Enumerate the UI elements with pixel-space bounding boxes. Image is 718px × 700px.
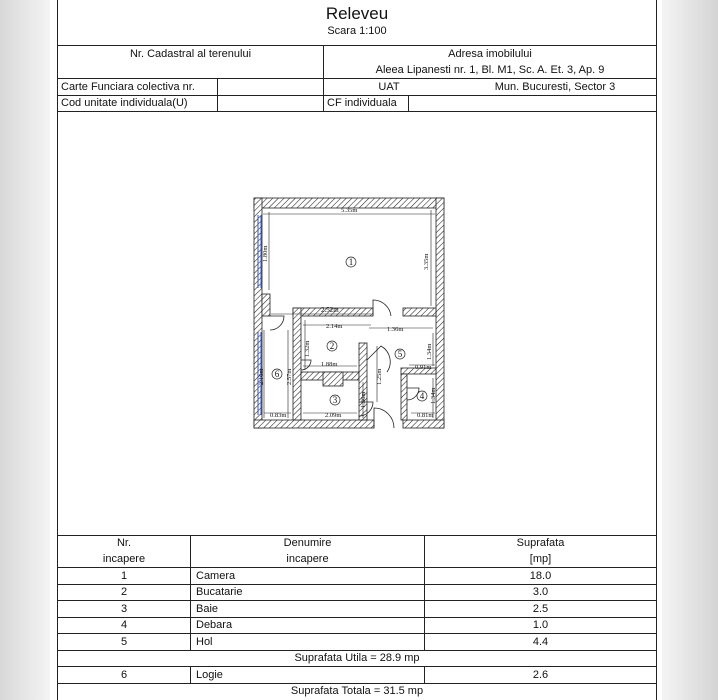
dim-loggia-inner: 2.57m <box>286 368 293 385</box>
room-label-4: 4 <box>419 391 425 401</box>
info-table-column-divider <box>408 95 409 111</box>
suprafata-utila: Suprafata Utila = 28.9 mp <box>294 652 420 664</box>
wall-right <box>436 198 444 428</box>
area-table-row-divider <box>58 683 656 684</box>
dim-bath-left: 1.36m <box>360 391 367 408</box>
wall-kitchen-left <box>293 308 301 420</box>
dim-left-height: 1.80m <box>262 245 269 262</box>
dim-step-width: 0.91m <box>415 364 432 371</box>
table-row-area: 2.5 <box>532 603 549 615</box>
table-row-name: Camera <box>196 570 236 582</box>
loggia-area: 2.6 <box>532 669 549 681</box>
carte-funciara-label: Carte Funciara colectiva nr. <box>61 81 195 93</box>
document-title: Releveu <box>325 4 389 23</box>
table-row-name: Hol <box>196 636 213 648</box>
dim-right-height: 3.35m <box>423 253 430 270</box>
dim-kitchen-bottom: 1.88m <box>321 361 338 368</box>
dim-storage-width: 0.81m <box>417 412 434 419</box>
info-table-row-divider <box>58 95 656 96</box>
dim-loggia-bottom: 0.83m <box>270 412 287 419</box>
room-label-5: 5 <box>397 349 403 359</box>
table-row-nr: 2 <box>120 586 128 598</box>
table-row-area: 1.0 <box>532 619 549 631</box>
dim-mid-width: 2.52m <box>321 306 339 314</box>
table-row-area: 3.0 <box>532 586 549 598</box>
dim-center-vertical: 1.25m <box>376 368 383 385</box>
cod-unitate-label: Cod unitate individuala(U) <box>61 97 188 109</box>
area-table-top-border <box>58 535 656 536</box>
wall-loggia-post <box>262 294 270 316</box>
cadastral-label: Nr. Cadastral al terenului <box>129 48 252 60</box>
area-table-row-divider <box>58 584 656 585</box>
dim-bath-width: 2.09m <box>325 412 342 419</box>
dim-top-width: 5.35m <box>341 207 358 214</box>
dim-loggia-height: 2.16m <box>258 368 265 385</box>
header-denumire: Denumire <box>283 537 332 549</box>
uat-label: UAT <box>378 81 400 93</box>
releveu-sheet <box>57 0 657 700</box>
right-page-margin <box>662 0 718 700</box>
area-table-row-divider <box>58 666 656 667</box>
dim-hol-vertical: 1.34m <box>426 343 433 360</box>
header-suprafata: Suprafata <box>516 537 565 549</box>
doors <box>270 300 419 428</box>
info-table-top-border <box>58 45 656 46</box>
uat-value: Mun. Bucuresti, Sector 3 <box>494 81 616 93</box>
cf-individuala-label: CF individuala <box>327 97 397 109</box>
header-nr: Nr. <box>116 537 132 549</box>
room-label-6: 6 <box>274 369 280 379</box>
table-row-name: Debara <box>196 619 233 631</box>
table-row-area: 18.0 <box>529 570 552 582</box>
wall-kitchen-step <box>323 372 343 386</box>
area-table-row-divider <box>58 650 656 651</box>
room-label-1: 1 <box>348 257 354 267</box>
header-suprafata-unit: [mp] <box>529 553 552 565</box>
table-row-nr: 1 <box>120 570 128 582</box>
table-row-name: Baie <box>196 603 219 615</box>
dim-kitchen-height: 1.32m <box>304 340 311 357</box>
area-table-column-divider <box>190 666 191 683</box>
dim-storage-height: 1.34m <box>430 387 437 404</box>
left-page-margin <box>0 0 50 700</box>
wall-bottom-right <box>403 420 444 428</box>
wall-bottom-left <box>254 420 374 428</box>
wall-storage-left <box>401 374 407 420</box>
address-label: Adresa imobilului <box>448 48 532 60</box>
floor-plan <box>58 111 656 535</box>
area-table-row-divider <box>58 633 656 634</box>
table-row-name: Bucatarie <box>196 586 243 598</box>
address-value: Aleea Lipanesti nr. 1, Bl. M1, Sc. A. Et. 3, Ap. 9 <box>375 64 605 76</box>
table-row-nr: 5 <box>120 636 128 648</box>
wall-mid-right <box>403 308 436 316</box>
suprafata-totala: Suprafata Totala = 31.5 mp <box>290 685 424 697</box>
room-label-3: 3 <box>332 395 338 405</box>
loggia-name: Logie <box>196 669 223 681</box>
area-table-row-divider <box>58 617 656 618</box>
dim-kitchen-width: 2.14m <box>326 323 343 330</box>
dim-hol-width: 1.36m <box>387 326 404 333</box>
header-denumire-sub: incapere <box>286 553 329 565</box>
room-label-2: 2 <box>329 341 335 351</box>
walls <box>254 198 444 428</box>
table-row-nr: 4 <box>120 619 128 631</box>
header-nr-sub: incapere <box>102 553 146 565</box>
loggia-nr: 6 <box>120 669 128 681</box>
area-table-row-divider <box>58 600 656 601</box>
scale-label: Scara 1:100 <box>327 25 387 37</box>
info-table-column-divider <box>217 78 218 111</box>
table-row-area: 4.4 <box>532 636 549 648</box>
table-row-nr: 3 <box>120 603 128 615</box>
info-table-row-divider <box>58 78 656 79</box>
area-table-header-divider <box>58 567 656 568</box>
